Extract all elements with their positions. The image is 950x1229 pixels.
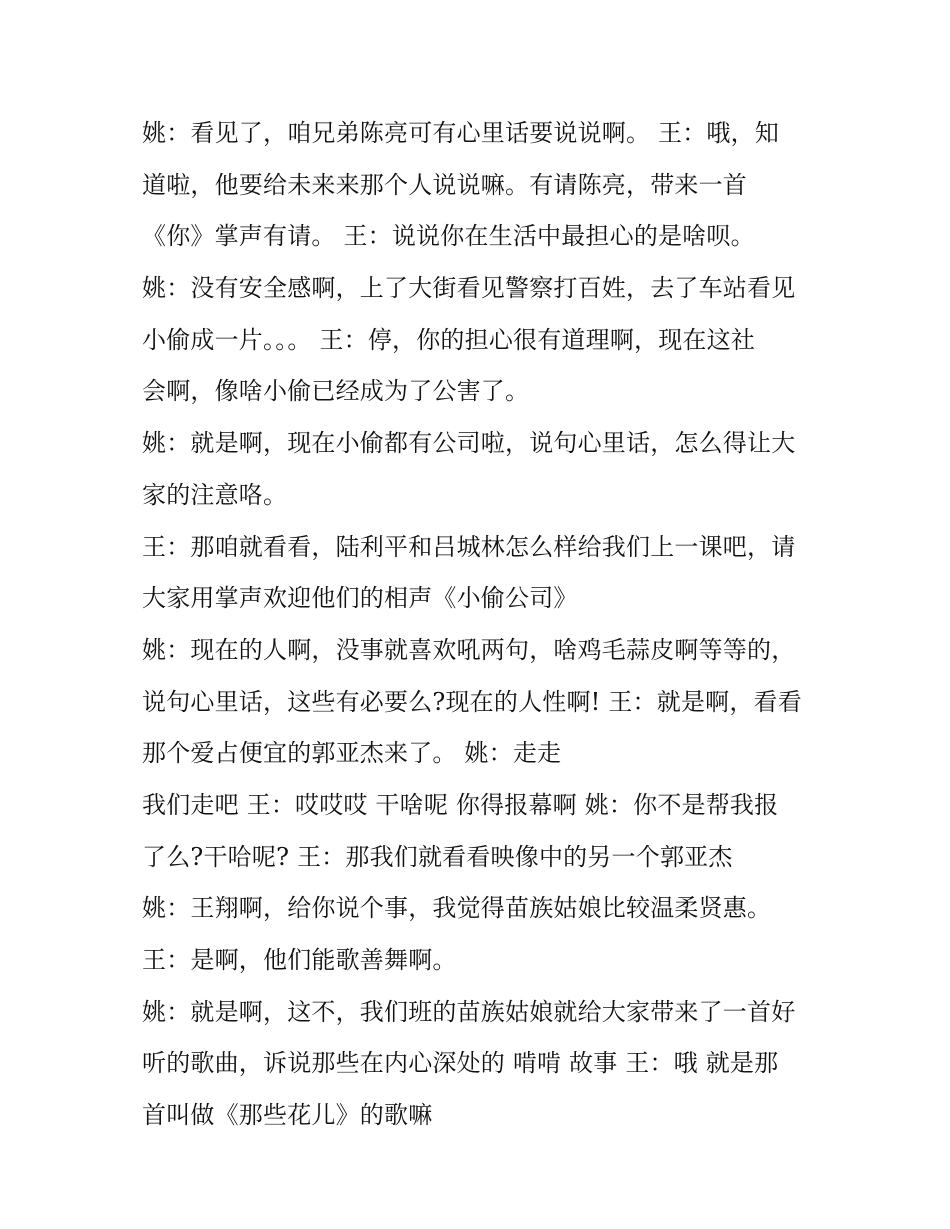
text-line: 了么?干哈呢? 王：那我们就看看映像中的另一个郭亚杰 — [142, 842, 733, 871]
text-line: 王：那咱就看看，陆利平和吕城林怎么样给我们上一课吧，请 — [142, 532, 796, 561]
text-line: 姚：没有安全感啊，上了大街看见警察打百姓，去了车站看见 — [142, 274, 796, 303]
text-line: 首叫做《那些花儿》的歌嘛 — [142, 1101, 433, 1130]
text-line: 王：是啊，他们能歌善舞啊。 — [142, 946, 457, 974]
text-line: 会啊，像啥小偷已经成为了公害了。 — [142, 377, 530, 406]
text-line: 大家用掌声欢迎他们的相声《小偷公司》 — [142, 584, 578, 613]
script-text-body — [142, 108, 832, 1142]
text-line: 说句心里话，这些有必要么?现在的人性啊! 王：就是啊，看看 — [142, 687, 802, 716]
text-line: 我们走吧 王：哎哎哎 干啥呢 你得报幕啊 姚：你不是帮我报 — [142, 790, 779, 819]
text-line: 姚：现在的人啊，没事就喜欢吼两句，啥鸡毛蒜皮啊等等的， — [142, 635, 796, 664]
text-line: 姚：就是啊，现在小偷都有公司啦，说句心里话，怎么得让大 — [142, 429, 796, 458]
text-line: 姚：就是啊，这不，我们班的苗族姑娘就给大家带来了一首好 — [142, 997, 796, 1026]
text-line: 《你》掌声有请。 王：说说你在生活中最担心的是啥呗。 — [142, 222, 755, 251]
text-line: 家的注意咯。 — [142, 480, 288, 509]
text-line: 道啦，他要给未来来那个人说说嘛。有请陈亮，带来一首 — [142, 170, 747, 199]
text-line: 小偷成一片。。。 王：停，你的担心很有道理啊，现在这社 — [142, 325, 756, 354]
text-line: 听的歌曲，诉说那些在内心深处的 啃啃 故事 王：哦 就是那 — [142, 1049, 779, 1078]
text-line: 姚：王翔啊，给你说个事，我觉得苗族姑娘比较温柔贤惠。 — [142, 894, 772, 923]
text-line: 姚：看见了，咱兄弟陈亮可有心里话要说说啊。 王：哦，知 — [142, 119, 780, 147]
text-line: 那个爱占便宜的郭亚杰来了。 姚：走走 — [142, 739, 562, 768]
